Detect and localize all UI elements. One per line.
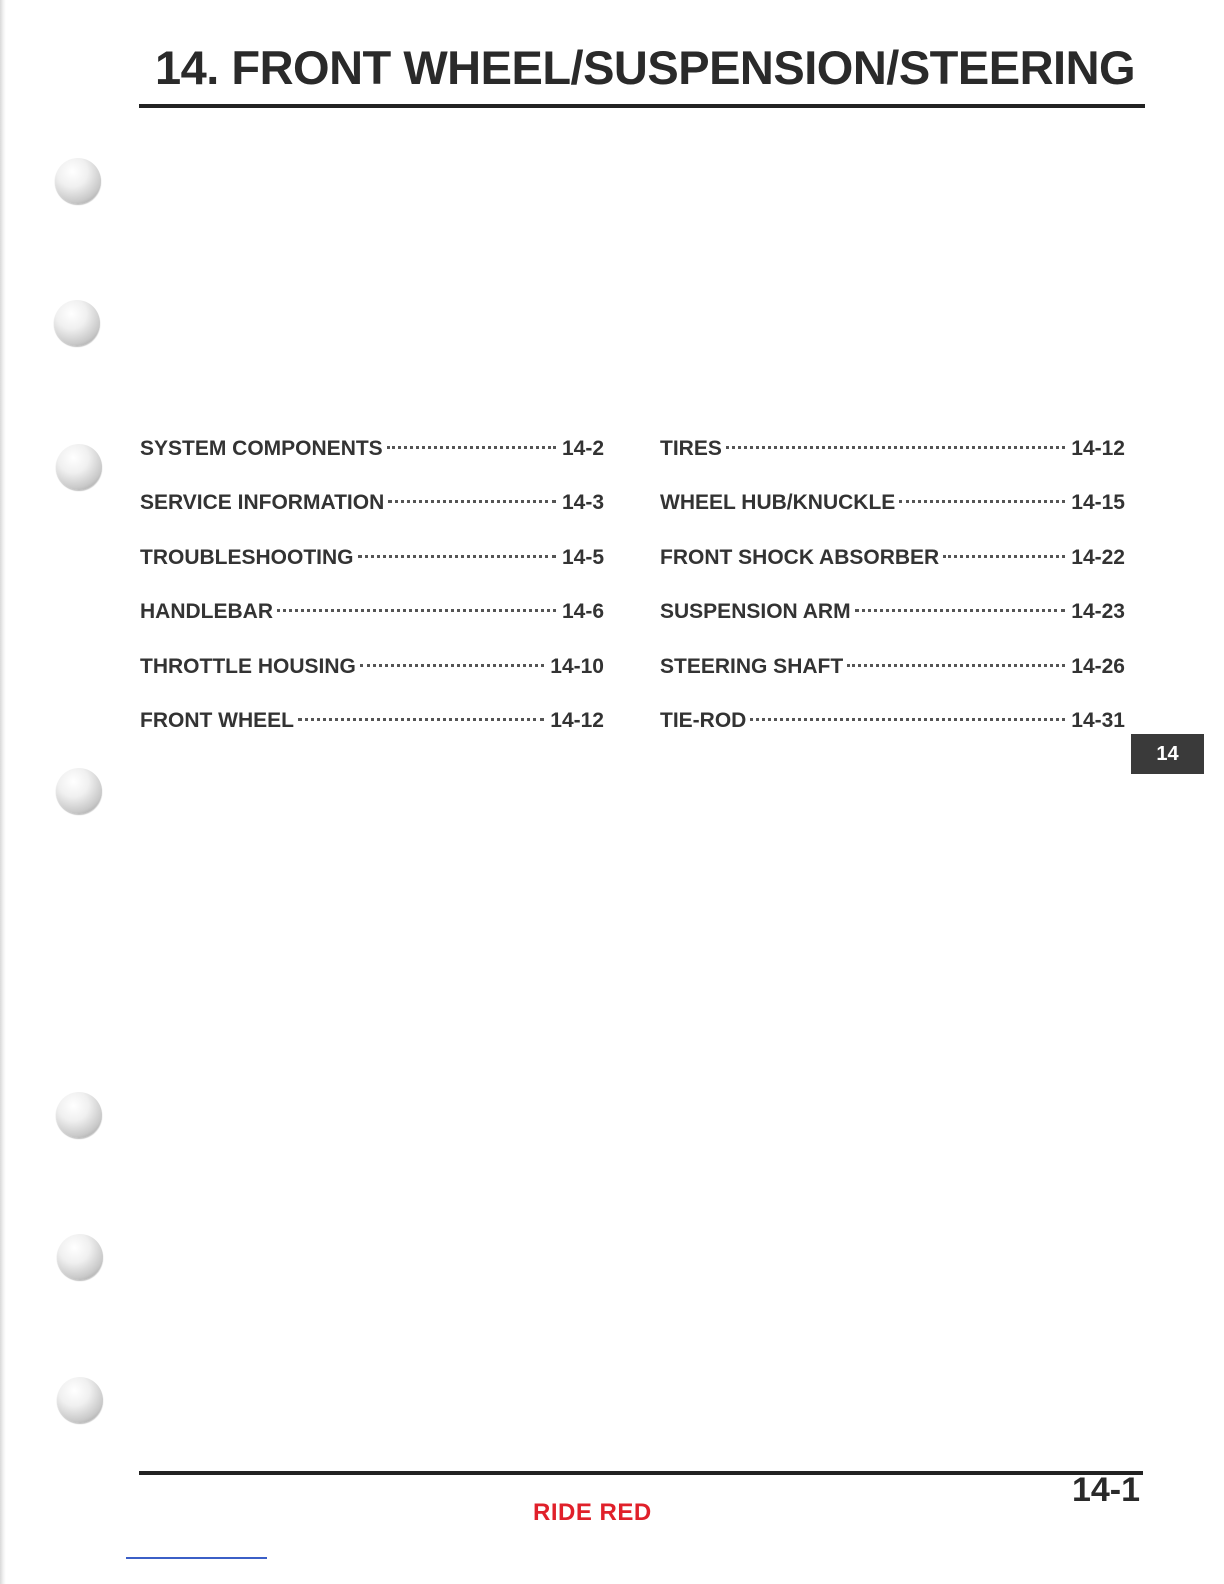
toc-entry-page: 14-5 (561, 545, 604, 569)
toc-entry[interactable] (660, 546, 1125, 600)
toc-entry-label: TIRES (660, 437, 722, 460)
toc-entry-label: WHEEL HUB/KNUCKLE (660, 491, 896, 515)
toc-entry-label: TIE-ROD (660, 708, 747, 732)
toc-entry-label: FRONT WHEEL (140, 708, 294, 732)
dot-leader (360, 664, 544, 667)
toc-entry[interactable] (140, 709, 604, 763)
binder-hole (55, 158, 101, 204)
toc-entry-label: STEERING SHAFT (660, 654, 844, 678)
binder-hole (56, 1092, 102, 1138)
title-rule (139, 104, 1145, 108)
dot-leader (855, 609, 1066, 612)
dot-leader (358, 555, 556, 558)
dot-leader (298, 718, 544, 721)
binder-hole (57, 1234, 103, 1280)
toc-entry-page: 14-31 (1071, 708, 1125, 732)
dot-leader (750, 718, 1065, 721)
toc-entry-label: SYSTEM COMPONENTS (140, 437, 383, 460)
toc-entry-page: 14-15 (1071, 491, 1125, 515)
binder-hole (56, 444, 102, 490)
section-tab[interactable]: 14 (1131, 734, 1204, 774)
dot-leader (388, 500, 556, 503)
toc-entry-label: TROUBLESHOOTING (140, 545, 354, 569)
toc-entry-page: 14-12 (550, 708, 604, 732)
toc-entry[interactable] (660, 709, 1125, 763)
toc-entry[interactable] (140, 491, 604, 545)
dot-leader (847, 664, 1065, 667)
toc-entry-page: 14-6 (561, 600, 604, 624)
binder-edge (0, 0, 6, 1584)
page-number: 14-1 (1071, 1471, 1140, 1509)
toc-entry-label: THROTTLE HOUSING (140, 654, 356, 678)
toc-entry-page: 14-10 (550, 654, 604, 678)
toc-entry-label: SERVICE INFORMATION (140, 491, 385, 515)
binder-hole (54, 300, 100, 346)
toc-entry[interactable] (660, 600, 1125, 654)
dot-leader (277, 609, 556, 612)
toc-right-column (660, 437, 1125, 763)
toc-entry-label: FRONT SHOCK ABSORBER (660, 545, 940, 569)
toc-entry-page: 14-12 (1071, 437, 1125, 460)
toc-entry-label: SUSPENSION ARM (660, 600, 851, 624)
toc-entry[interactable] (660, 491, 1125, 545)
toc-entry-page: 14-23 (1071, 600, 1125, 624)
toc-entry[interactable] (140, 437, 604, 491)
toc-entry[interactable] (140, 655, 604, 709)
toc-entry[interactable] (660, 437, 1125, 491)
dot-leader (387, 446, 556, 449)
footer-rule (139, 1471, 1143, 1475)
toc-entry[interactable] (140, 546, 604, 600)
scan-mark (126, 1557, 267, 1559)
dot-leader (726, 446, 1065, 449)
toc-entry-label: HANDLEBAR (140, 600, 273, 624)
toc-entry[interactable] (660, 655, 1125, 709)
toc-entry-page: 14-3 (561, 491, 604, 515)
toc-entry[interactable] (140, 600, 604, 654)
toc-entry-page: 14-2 (561, 437, 604, 460)
binder-hole (57, 1377, 103, 1423)
toc-entry-page: 14-26 (1071, 654, 1125, 678)
binder-hole (56, 768, 102, 814)
dot-leader (943, 555, 1065, 558)
chapter-title: 14. FRONT WHEEL/SUSPENSION/STEERING (155, 41, 1136, 94)
toc-entry-page: 14-22 (1071, 545, 1125, 569)
brand-logo: RIDE RED (533, 1499, 652, 1526)
toc-left-column (140, 437, 604, 763)
dot-leader (899, 500, 1065, 503)
